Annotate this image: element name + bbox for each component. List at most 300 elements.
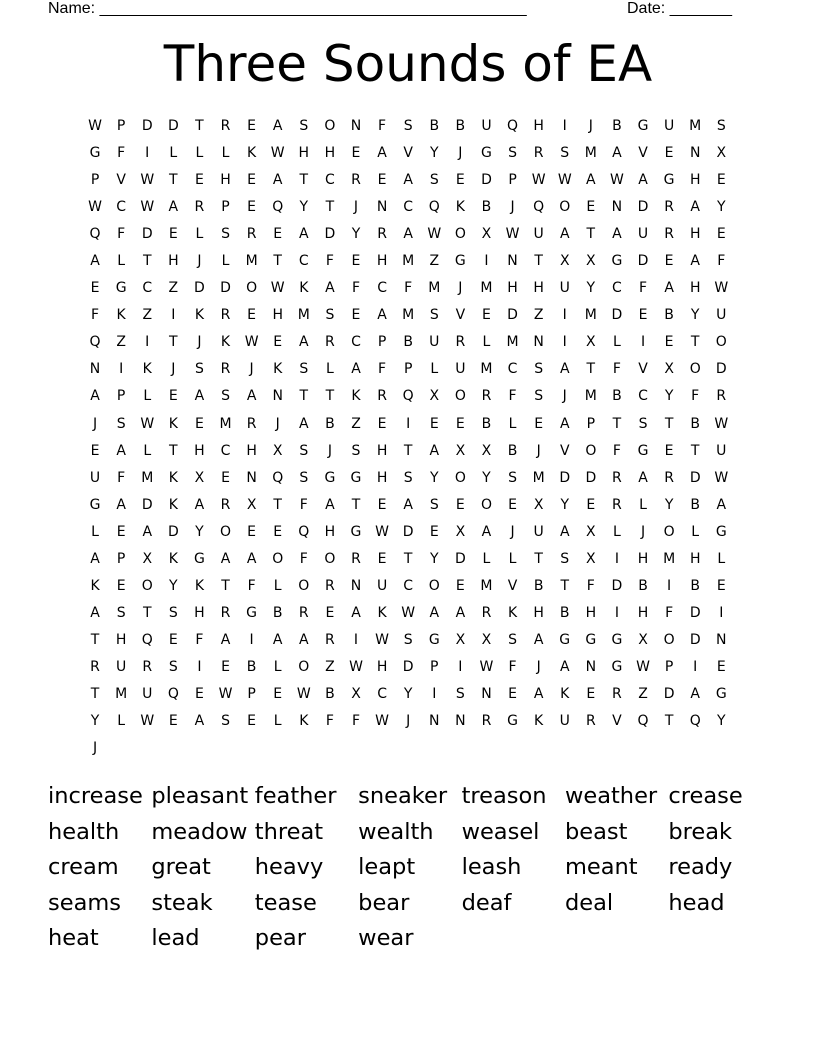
grid-letter: H — [637, 550, 649, 567]
grid-letter: X — [194, 469, 205, 486]
grid-letter: O — [454, 226, 466, 243]
grid-letter: X — [481, 226, 492, 243]
grid-letter: X — [455, 523, 466, 540]
grid-letter: X — [481, 442, 492, 459]
word-list-item: lead — [151, 925, 200, 952]
grid-letter: A — [194, 496, 205, 513]
grid-letter: Y — [429, 469, 439, 486]
grid-letter: L — [691, 523, 700, 540]
grid-letter: B — [481, 415, 492, 432]
grid-letter: A — [377, 307, 387, 324]
word-list-item: health — [48, 818, 120, 845]
grid-letter: S — [429, 496, 439, 513]
grid-letter: A — [246, 388, 257, 405]
grid-letter: H — [585, 604, 597, 621]
grid-letter: O — [324, 550, 336, 567]
grid-letter: B — [325, 685, 335, 702]
grid-letter: W — [714, 415, 729, 432]
grid-letter: A — [559, 415, 570, 432]
grid-letter: K — [194, 577, 205, 594]
grid-letter: X — [246, 496, 257, 513]
grid-letter: S — [116, 415, 126, 432]
grid-letter: E — [508, 685, 517, 702]
grid-letter: E — [168, 631, 178, 648]
grid-letter: J — [197, 334, 202, 351]
grid-letter: K — [168, 469, 178, 486]
word-list-item: great — [151, 854, 211, 881]
grid-letter: T — [534, 550, 543, 567]
grid-letter: Y — [429, 550, 439, 567]
grid-letter: L — [325, 361, 334, 378]
grid-letter: W — [270, 145, 285, 162]
grid-letter: A — [690, 199, 700, 216]
grid-letter: C — [351, 334, 361, 351]
grid-letter: N — [376, 199, 388, 216]
grid-letter: Z — [142, 307, 153, 324]
grid-letter: D — [585, 469, 597, 486]
word-list-item: seams — [48, 889, 121, 916]
grid-letter: L — [143, 388, 152, 405]
date-field-label: Date: _______ — [627, 0, 732, 17]
grid-letter: A — [220, 550, 231, 567]
grid-letter: F — [717, 253, 726, 270]
grid-letter: K — [142, 361, 152, 378]
grid-letter: H — [689, 280, 701, 297]
grid-letter: Y — [664, 388, 674, 405]
grid-letter: E — [429, 523, 439, 540]
grid-letter: A — [299, 334, 309, 351]
grid-letter: H — [533, 118, 544, 134]
grid-letter: X — [586, 523, 596, 540]
grid-letter: G — [559, 631, 571, 648]
grid-letter: E — [116, 523, 126, 540]
grid-letter: T — [586, 361, 596, 378]
grid-letter: W — [714, 469, 729, 486]
grid-letter: A — [638, 172, 648, 189]
grid-letter: T — [299, 388, 309, 405]
grid-letter: I — [562, 118, 567, 134]
grid-letter: Q — [428, 199, 440, 216]
grid-letter: A — [325, 280, 335, 297]
grid-letter: C — [377, 685, 387, 702]
grid-letter: O — [480, 496, 492, 513]
grid-letter: Y — [586, 280, 596, 297]
grid-letter: F — [195, 631, 204, 648]
grid-letter: I — [614, 604, 619, 621]
word-list-item: feather — [254, 783, 337, 809]
grid-letter: X — [638, 631, 648, 648]
grid-letter: L — [195, 226, 204, 243]
grid-letter: T — [403, 442, 413, 459]
grid-letter: I — [562, 334, 567, 351]
word-list-item: meadow — [151, 818, 248, 845]
word-list-item: pleasant — [151, 783, 249, 809]
grid-letter: S — [116, 604, 126, 621]
grid-letter: N — [585, 658, 597, 675]
page-title: Three Sounds of EA — [163, 35, 653, 93]
grid-letter: G — [428, 631, 440, 648]
grid-letter: N — [481, 685, 492, 702]
word-list-item: leapt — [358, 854, 416, 881]
grid-letter: A — [559, 658, 570, 675]
word-list-item: increase — [48, 783, 143, 809]
grid-letter: Z — [351, 415, 361, 432]
grid-letter: M — [402, 253, 415, 270]
grid-letter: H — [533, 280, 544, 297]
grid-letter: A — [559, 226, 570, 243]
grid-letter: E — [273, 334, 283, 351]
grid-letter: U — [455, 361, 466, 378]
grid-letter: K — [299, 713, 309, 730]
grid-letter: U — [376, 577, 388, 594]
grid-letter: A — [246, 550, 257, 567]
grid-letter: B — [246, 658, 257, 675]
grid-letter: I — [249, 631, 254, 648]
grid-letter: X — [351, 685, 361, 702]
grid-letter: F — [508, 658, 517, 675]
word-list-item: cream — [48, 854, 119, 881]
grid-letter: G — [637, 442, 649, 459]
grid-letter: A — [559, 361, 570, 378]
word-list-item: pear — [254, 925, 306, 952]
grid-letter: H — [689, 226, 701, 243]
grid-letter: W — [714, 280, 729, 297]
word-list-item: ready — [668, 854, 733, 881]
grid-letter: A — [455, 604, 466, 621]
grid-letter: B — [507, 442, 518, 459]
grid-letter: M — [584, 145, 597, 162]
grid-letter: P — [508, 172, 517, 189]
grid-letter: K — [168, 496, 178, 513]
grid-letter: A — [559, 523, 570, 540]
grid-letter: I — [432, 685, 437, 702]
grid-letter: X — [481, 631, 492, 648]
grid-letter: D — [141, 226, 153, 243]
grid-letter: N — [611, 199, 623, 216]
grid-letter: K — [273, 361, 283, 378]
grid-letter: E — [534, 415, 544, 432]
grid-letter: D — [167, 523, 179, 540]
grid-letter: A — [429, 604, 440, 621]
grid-letter: O — [454, 469, 466, 486]
grid-letter: G — [715, 685, 727, 702]
grid-letter: D — [663, 685, 675, 702]
grid-letter: L — [482, 550, 491, 567]
grid-letter: K — [560, 685, 570, 702]
grid-letter: W — [270, 280, 285, 297]
grid-letter: L — [273, 577, 282, 594]
grid-letter: S — [221, 388, 230, 405]
grid-letter: K — [194, 307, 205, 324]
grid-letter: R — [246, 415, 257, 432]
grid-letter: J — [353, 199, 359, 216]
grid-letter: J — [510, 199, 515, 216]
grid-letter: F — [665, 604, 674, 621]
grid-letter: A — [116, 442, 126, 459]
grid-letter: F — [404, 280, 413, 297]
grid-letter: G — [637, 118, 649, 134]
grid-letter: N — [246, 469, 257, 486]
grid-letter: L — [273, 658, 282, 675]
grid-letter: W — [140, 199, 155, 216]
grid-letter: O — [298, 658, 310, 675]
grid-letter: E — [455, 577, 465, 594]
grid-letter: C — [403, 577, 414, 594]
grid-letter: R — [220, 307, 231, 324]
grid-letter: L — [613, 334, 621, 351]
grid-letter: H — [376, 658, 388, 675]
grid-letter: R — [142, 658, 153, 675]
grid-letter: Y — [195, 523, 204, 540]
grid-letter: U — [716, 442, 727, 459]
word-list-item: bear — [358, 889, 410, 916]
grid-letter: Z — [533, 307, 544, 324]
grid-letter: L — [639, 496, 647, 513]
grid-letter: B — [455, 118, 466, 134]
grid-letter: W — [140, 172, 155, 189]
grid-letter: B — [664, 307, 674, 324]
grid-letter: T — [690, 442, 700, 459]
grid-letter: N — [455, 713, 466, 730]
grid-letter: Y — [664, 496, 674, 513]
grid-letter: L — [717, 550, 726, 567]
grid-letter: I — [667, 577, 672, 594]
grid-letter: U — [663, 118, 675, 134]
grid-letter: V — [638, 361, 648, 378]
grid-letter: L — [508, 550, 517, 567]
word-list-item: deal — [564, 889, 614, 916]
grid-letter: E — [482, 307, 491, 324]
grid-letter: O — [454, 388, 466, 405]
grid-letter: T — [221, 577, 230, 594]
grid-letter: N — [429, 713, 440, 730]
grid-letter: W — [375, 523, 389, 540]
grid-letter: E — [377, 415, 387, 432]
grid-letter: X — [586, 334, 596, 351]
grid-letter: S — [508, 469, 517, 486]
word-list-item: heat — [48, 925, 99, 952]
grid-letter: M — [115, 685, 128, 702]
grid-letter: V — [507, 577, 518, 594]
grid-letter: T — [273, 496, 282, 513]
grid-letter: A — [194, 713, 205, 730]
grid-letter: M — [428, 280, 441, 297]
grid-letter: Y — [299, 199, 309, 216]
word-list-item: deaf — [461, 889, 512, 916]
grid-letter: A — [142, 523, 153, 540]
grid-letter: A — [220, 631, 231, 648]
grid-letter: Y — [482, 469, 491, 486]
header-line — [48, 0, 748, 20]
grid-letter: L — [221, 145, 230, 162]
grid-letter: H — [220, 172, 231, 189]
grid-letter: Q — [637, 713, 649, 730]
grid-letter: B — [325, 415, 335, 432]
grid-letter: E — [508, 496, 517, 513]
grid-letter: H — [324, 523, 336, 540]
grid-letter: Y — [403, 685, 413, 702]
grid-letter: A — [690, 253, 700, 270]
grid-letter: U — [142, 685, 153, 702]
grid-letter: C — [507, 361, 518, 378]
grid-letter: S — [508, 631, 517, 648]
grid-letter: T — [403, 550, 413, 567]
grid-letter: E — [638, 307, 648, 324]
grid-letter: S — [638, 415, 648, 432]
grid-letter: A — [194, 388, 205, 405]
grid-letter: T — [612, 415, 622, 432]
grid-letter: C — [377, 280, 387, 297]
grid-letter: M — [141, 469, 154, 486]
grid-letter: A — [377, 145, 387, 162]
grid-letter: R — [612, 496, 622, 513]
grid-letter: Q — [402, 388, 414, 405]
grid-letter: Z — [429, 253, 440, 270]
grid-letter: R — [220, 496, 231, 513]
grid-letter: G — [115, 280, 127, 297]
grid-letter: D — [194, 280, 205, 297]
grid-letter: Q — [507, 118, 519, 134]
grid-letter: E — [664, 334, 674, 351]
grid-letter: E — [664, 145, 674, 162]
grid-letter: L — [221, 253, 230, 270]
grid-letter: J — [640, 523, 646, 540]
grid-letter: Q — [167, 685, 179, 702]
grid-letter: J — [327, 442, 332, 459]
grid-letter: K — [168, 415, 178, 432]
grid-letter: I — [406, 415, 411, 432]
grid-letter: W — [88, 199, 102, 216]
grid-letter: A — [168, 199, 179, 216]
grid-letter: E — [247, 713, 257, 730]
word-list-item: weather — [564, 783, 658, 809]
grid-letter: E — [586, 199, 596, 216]
grid-letter: F — [586, 577, 595, 594]
grid-letter: P — [430, 658, 439, 675]
grid-letter: H — [376, 442, 388, 459]
grid-letter: B — [690, 415, 700, 432]
grid-letter: Y — [690, 307, 700, 324]
name-field-label: Name: ________________________________________________ — [48, 0, 527, 17]
grid-letter: I — [614, 550, 619, 567]
grid-letter: R — [585, 713, 596, 730]
grid-letter: S — [168, 604, 178, 621]
grid-letter: Q — [272, 199, 284, 216]
grid-letter: X — [716, 145, 727, 162]
grid-letter: A — [299, 415, 309, 432]
grid-letter: O — [220, 523, 232, 540]
grid-letter: L — [273, 713, 282, 730]
grid-letter: S — [534, 361, 544, 378]
grid-letter: K — [116, 307, 126, 324]
grid-letter: I — [484, 253, 489, 270]
grid-letter: Z — [638, 685, 648, 702]
grid-letter: E — [664, 253, 674, 270]
grid-letter: S — [325, 307, 335, 324]
grid-letter: J — [536, 442, 541, 459]
grid-letter: U — [116, 658, 127, 675]
grid-letter: X — [142, 550, 153, 567]
grid-letter: R — [377, 388, 387, 405]
grid-letter: U — [716, 307, 727, 324]
grid-letter: Z — [325, 658, 335, 675]
grid-letter: J — [92, 740, 98, 757]
grid-letter: H — [194, 604, 205, 621]
grid-letter: F — [691, 388, 700, 405]
grid-letter: R — [246, 226, 257, 243]
grid-letter: P — [586, 415, 596, 432]
grid-letter: T — [169, 442, 178, 459]
grid-letter: T — [664, 415, 674, 432]
grid-letter: R — [612, 685, 622, 702]
grid-letter: F — [378, 118, 387, 134]
word-list-item: wear — [358, 925, 414, 952]
grid-letter: E — [586, 685, 596, 702]
word-list-item: tease — [254, 889, 317, 916]
grid-letter: G — [454, 253, 466, 270]
grid-letter: E — [586, 496, 596, 513]
grid-letter: N — [716, 631, 727, 648]
grid-letter: L — [613, 523, 621, 540]
grid-letter: Y — [429, 145, 439, 162]
grid-letter: W — [427, 226, 442, 243]
grid-letter: E — [377, 550, 387, 567]
grid-letter: S — [716, 118, 726, 134]
grid-letter: A — [116, 496, 126, 513]
grid-letter: B — [481, 199, 492, 216]
grid-letter: O — [272, 550, 284, 567]
grid-letter: L — [508, 415, 517, 432]
grid-letter: G — [89, 496, 101, 513]
grid-letter: R — [351, 172, 361, 189]
grid-letter: R — [220, 361, 231, 378]
grid-letter: M — [663, 550, 676, 567]
grid-letter: I — [693, 658, 698, 675]
grid-letter: J — [197, 253, 202, 270]
grid-letter: A — [90, 550, 100, 567]
grid-letter: D — [507, 307, 518, 324]
grid-letter: F — [247, 577, 256, 594]
grid-letter: K — [299, 280, 309, 297]
grid-letter: E — [455, 415, 465, 432]
grid-letter: I — [145, 334, 150, 351]
grid-letter: A — [325, 496, 335, 513]
grid-letter: A — [403, 172, 413, 189]
grid-letter: E — [247, 199, 257, 216]
grid-letter: R — [325, 577, 335, 594]
grid-letter: G — [246, 604, 258, 621]
grid-letter: J — [458, 145, 463, 162]
grid-letter: E — [377, 172, 387, 189]
grid-letter: E — [221, 658, 230, 675]
grid-letter: P — [116, 118, 126, 134]
grid-letter: T — [690, 334, 700, 351]
grid-letter: P — [247, 685, 256, 702]
grid-letter: E — [273, 226, 283, 243]
grid-letter: H — [533, 604, 544, 621]
grid-letter: U — [559, 713, 570, 730]
grid-letter: T — [351, 496, 361, 513]
grid-letter: W — [636, 658, 650, 675]
grid-letter: S — [299, 442, 309, 459]
grid-letter: E — [247, 172, 257, 189]
grid-letter: M — [480, 361, 493, 378]
grid-letter: X — [455, 631, 466, 648]
grid-letter: F — [325, 253, 334, 270]
grid-letter: Z — [116, 334, 126, 351]
grid-letter: T — [534, 253, 543, 270]
grid-letter: T — [142, 253, 152, 270]
